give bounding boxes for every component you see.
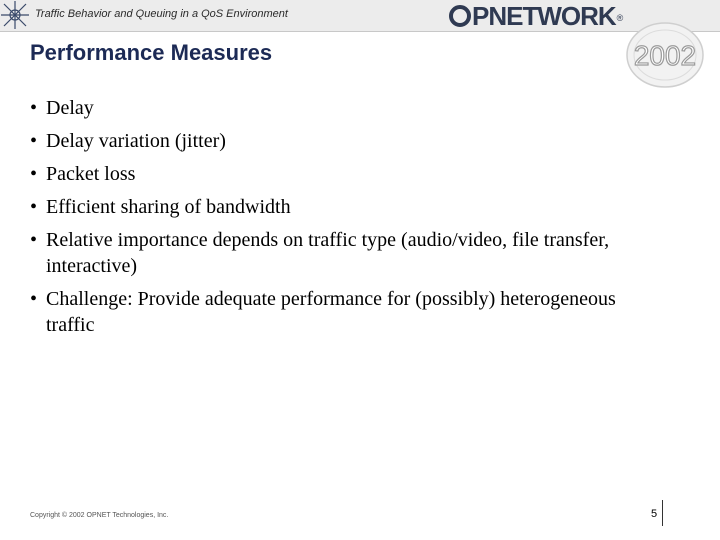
header-title: Traffic Behavior and Queuing in a QoS Environment (35, 8, 288, 20)
bullet-item (30, 194, 630, 220)
opnetwork-logo (449, 2, 622, 30)
bullet-dot-icon: • (30, 196, 38, 218)
copyright-notice: Copyright © 2002 OPNET Technologies, Inc. (30, 512, 169, 519)
page-number: 5 (651, 508, 658, 520)
bullet-dot-icon: • (30, 229, 38, 251)
bullet-dot-icon: • (30, 130, 38, 152)
opnetwork-logo-o-icon (449, 5, 471, 27)
bullet-item (30, 128, 630, 154)
bullet-text: Delay (46, 97, 94, 119)
bullet-dot-icon: • (30, 163, 38, 185)
bullet-list (30, 95, 630, 345)
bullet-text: Delay variation (jitter) (46, 130, 226, 152)
bullet-dot-icon: • (30, 97, 38, 119)
registered-mark: ® (616, 13, 623, 23)
opnetwork-logo-text: PNETWORK (472, 1, 616, 31)
slide-title: Performance Measures (30, 40, 273, 65)
bullet-item (30, 286, 630, 338)
bullet-text: Relative importance depends on traffic type (audio/video, file transfer, interactive) (46, 229, 610, 277)
bullet-dot-icon: • (30, 288, 38, 310)
bullet-text: Efficient sharing of bandwidth (46, 196, 291, 218)
year-badge-text: 2002 (633, 40, 697, 71)
star-logo-icon (0, 0, 30, 30)
header-bar (0, 0, 720, 32)
footer-divider (662, 500, 663, 526)
bullet-text: Challenge: Provide adequate performance for (possibly) heterogeneous traffic (46, 288, 616, 336)
year-2002-badge (624, 22, 706, 92)
bullet-text: Packet loss (46, 163, 136, 185)
bullet-item (30, 227, 630, 279)
bullet-item (30, 95, 630, 121)
bullet-item (30, 161, 630, 187)
